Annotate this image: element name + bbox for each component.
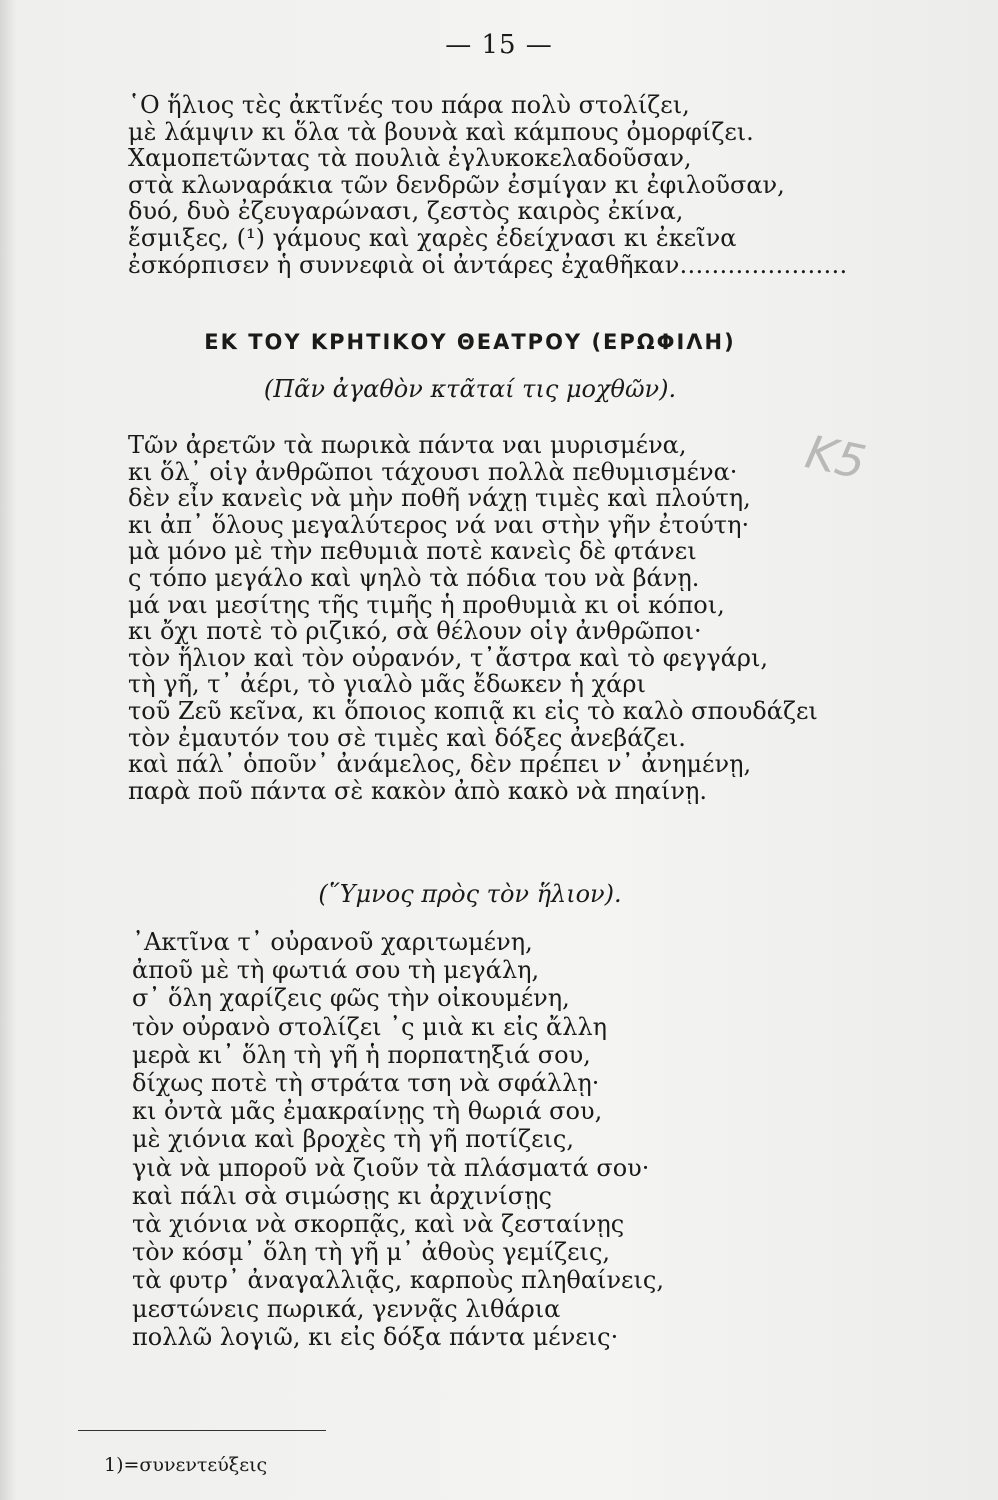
verse-line: σ᾽ ὅλη χαρίζεις φῶς τὴν οἰκουμένη, — [132, 984, 570, 1013]
verse-line: παρὰ ποῦ πάντα σὲ κακὸν ἀπὸ κακὸ νὰ πηαίνῃ. — [128, 776, 707, 805]
verse-line: μά ναι μεσίτης τῆς τιμῆς ἡ προθυμιὰ κι οἱ κόποι, — [128, 590, 725, 619]
verse-line: ἐσκόρπισεν ἡ συννεφιὰ οἱ ἀντάρες ἐχαθῆκαν………………… — [128, 250, 848, 279]
section-subtitle: (Πᾶν ἀγαθὸν κτᾶταί τις μοχθῶν). — [263, 375, 677, 403]
verse-line: τὸν κόσμ᾽ ὅλη τὴ γῆ μ᾽ ἀθοὺς γεμίζεις, — [132, 1238, 611, 1267]
handwritten-margin-note: K5 — [801, 424, 871, 490]
verse-line: μὲ χιόνια καὶ βροχὲς τὴ γῆ ποτίζεις, — [132, 1125, 574, 1154]
verse-line: πολλῶ λογιῶ, κι εἰς δόξα πάντα μένεις· — [132, 1322, 619, 1351]
verse-line: ς τόπο μεγάλο καὶ ψηλὸ τὰ πόδια του νὰ βάνῃ. — [128, 563, 700, 592]
verse-line: μὲ λάμψιν κι ὅλα τὰ βουνὰ καὶ κάμπους ὀμορφίζει. — [128, 117, 754, 146]
footnote-divider — [78, 1430, 326, 1431]
verse-line: ῾Ο ἥλιος τὲς ἀκτῖνές του πάρα πολὺ στολίζει, — [128, 91, 690, 119]
verse-line: τὴ γῆ, τ᾽ ἀέρι, τὸ γιαλὸ μᾶς ἔδωκεν ἡ χάρι — [128, 670, 646, 699]
verse-line: γιὰ νὰ μποροῦ νὰ ζιοῦν τὰ πλάσματά σου· — [132, 1153, 650, 1182]
poem-stanza-3 — [132, 928, 664, 1351]
verse-line: μερὰ κι᾽ ὅλη τὴ γῆ ἡ πορπατηξιά σου, — [132, 1040, 591, 1069]
verse-line: Χαμοπετῶντας τὰ πουλιὰ ἐγλυκοκελαδοῦσαν, — [128, 144, 692, 173]
verse-line: τὰ χιόνια νὰ σκορπᾷς, καὶ νὰ ζεσταίνῃς — [132, 1210, 625, 1239]
verse-line: καὶ πάλ᾽ ὁποῦν᾽ ἀνάμελος, δὲν πρέπει ν᾽ ἀνημένῃ, — [128, 750, 752, 779]
verse-line: ᾽Ακτῖνα τ᾽ οὐρανοῦ χαριτωμένη, — [132, 928, 533, 956]
verse-line: καὶ πάλι σὰ σιμώσῃς κι ἀρχινίσῃς — [132, 1181, 552, 1210]
hymn-title: (῞Υμνος πρὸς τὸν ἥλιον). — [318, 880, 622, 908]
poem-stanza-1 — [128, 92, 847, 278]
verse-line: τὰ φυτρ᾽ ἀναγαλλιᾷς, καρποὺς πληθαίνεις, — [132, 1266, 664, 1295]
verse-line: Τῶν ἀρετῶν τὰ πωρικὰ πάντα ναι μυρισμένα, — [128, 431, 687, 459]
verse-line: στὰ κλωναράκια τῶν δενδρῶν ἐσμίγαν κι ἐφιλοῦσαν, — [128, 170, 785, 199]
verse-line: μεστώνεις πωρικά, γεννᾷς λιθάρια — [132, 1294, 561, 1323]
verse-line: τὸν οὐρανὸ στολίζει ᾽ς μιὰ κι εἰς ἄλλη — [132, 1012, 608, 1041]
verse-line: δυό, δυὸ ἐζευγαρώνασι, ζεστὸς καιρὸς ἐκίνα, — [128, 197, 684, 226]
verse-line: κι ὀντὰ μᾶς ἐμακραίνῃς τὴ θωριά σου, — [132, 1097, 603, 1126]
verse-line: ἔσμιξες, (¹) γάμους καὶ χαρὲς ἐδείχνασι κι ἐκεῖνα — [128, 223, 737, 252]
verse-line: κι ἀπ᾽ ὅλους μεγαλύτερος νά ναι στὴν γῆν ἐτούτη· — [128, 510, 750, 539]
verse-line: μὰ μόνο μὲ τὴν πεθυμιὰ ποτὲ κανεὶς δὲ φτάνει — [128, 537, 697, 566]
verse-line: κι ὄχι ποτὲ τὸ ριζικό, σὰ θέλουν οἱγ ἀνθρῶποι· — [128, 617, 702, 646]
verse-line: τὸν ἐμαυτόν του σὲ τιμὲς καὶ δόξες ἀνεβάζει. — [128, 723, 686, 752]
verse-line: ἀποῦ μὲ τὴ φωτιά σου τὴ μεγάλη, — [132, 956, 540, 985]
verse-line: τὸν ἥλιον καὶ τὸν οὐρανόν, τ᾽ἄστρα καὶ τὸ φεγγάρι, — [128, 643, 769, 672]
verse-line: δὲν εἶν κανεὶς νὰ μὴν ποθῆ νάχῃ τιμὲς καὶ πλούτη, — [128, 484, 751, 513]
verse-line: κι ὅλ᾽ οἱγ ἀνθρῶποι τάχουσι πολλὰ πεθυμισμένα· — [128, 457, 738, 486]
verse-line: δίχως ποτὲ τὴ στράτα τση νὰ σφάλλῃ· — [132, 1069, 600, 1098]
poem-stanza-2 — [128, 432, 818, 804]
verse-line: τοῦ Ζεῦ κεῖνα, κι ὅποιος κοπιᾷ κι εἰς τὸ καλὸ σπουδάζει — [128, 696, 818, 725]
page-number: — 15 — — [445, 30, 553, 60]
section-heading: ΕΚ ΤΟΥ ΚΡΗΤΙΚΟΥ ΘΕΑΤΡΟΥ (ΕΡΩΦΙΛΗ) — [204, 330, 736, 354]
footnote: 1)=συνεντεύξεις — [104, 1454, 268, 1476]
